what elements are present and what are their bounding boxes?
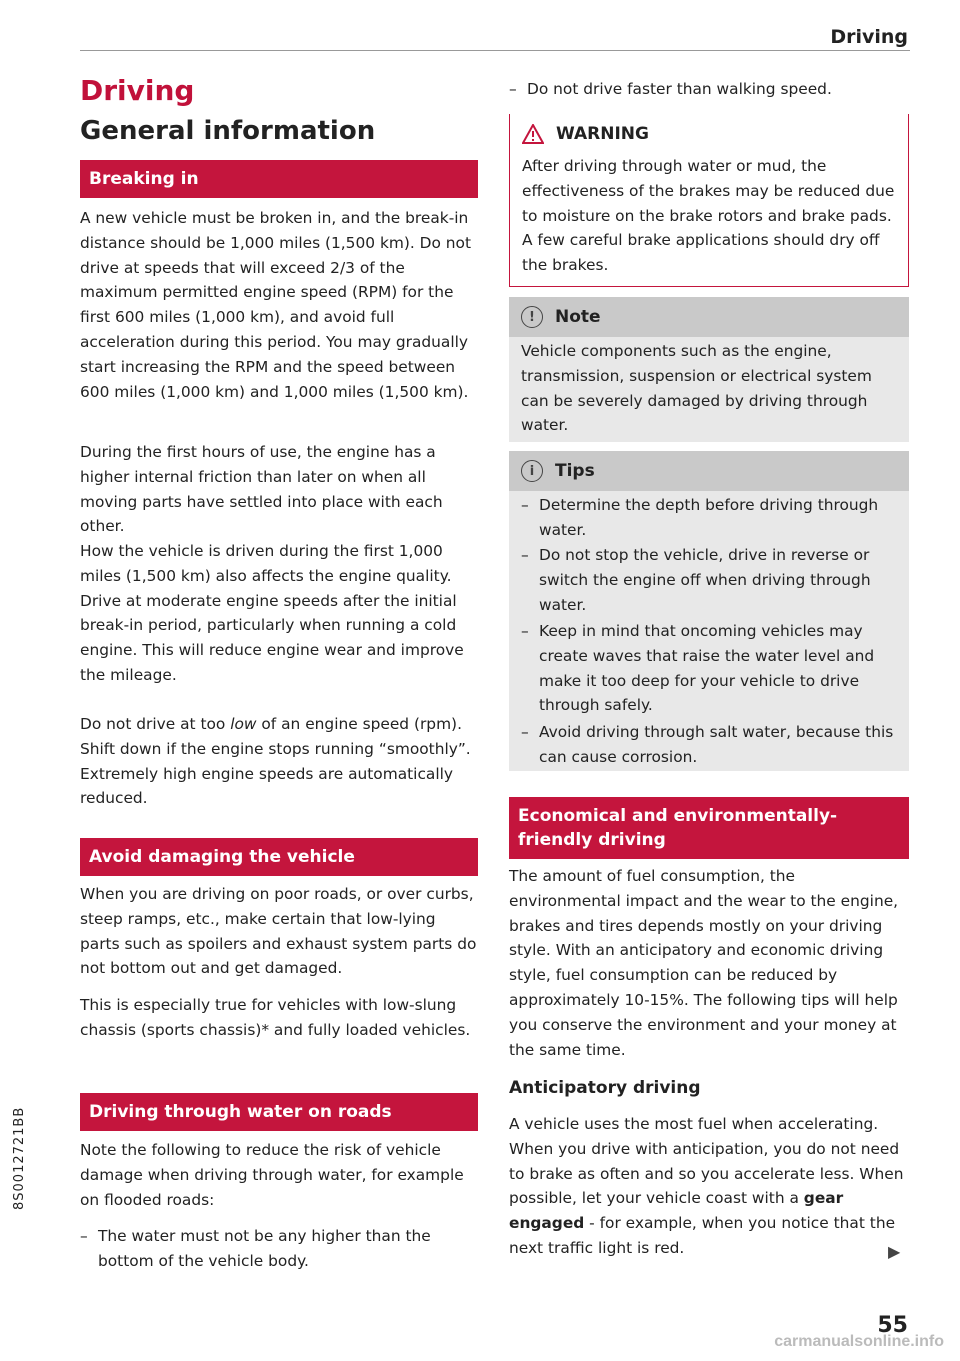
warning-title: WARNING <box>556 124 649 144</box>
warning-text: After driving through water or mud, the effectiveness of the brakes may be reduced due to moisture on the brake rotors and brake pads. A few careful brake applications should dry off the brakes. <box>522 157 895 275</box>
eco-p2-bold: gear engaged <box>509 1189 844 1233</box>
heading-eco: Economical and environmentally-friendly driving <box>509 797 909 859</box>
breaking-in-p4 <box>80 712 478 811</box>
heading-avoid-damage: Avoid damaging the vehicle <box>80 838 478 876</box>
avoid-damage-p2: This is especially true for vehicles with low-slung chassis (sports chassis)* and fully loaded vehicles. <box>80 996 471 1039</box>
info-circle-icon: i <box>521 460 543 482</box>
page-number: 55 <box>877 1313 908 1338</box>
header-rule <box>80 50 910 51</box>
tip-item-4: – Avoid driving through salt water, because this can cause corrosion. <box>521 720 897 770</box>
tips-box <box>509 451 909 771</box>
water-bullet-1: – The water must not be any higher than the bottom of the vehicle body. <box>80 1224 478 1274</box>
heading-anticipatory: Anticipatory driving <box>509 1078 701 1098</box>
watermark: carmanualsonline.info <box>774 1333 944 1350</box>
exclamation-circle-icon: ! <box>521 306 543 328</box>
eco-p2-a: A vehicle uses the most fuel when accelerating. When you drive with anticipation, you do not need to brake as often and so you accelerate less. When possible, let your vehicle coast with a <box>509 1115 904 1208</box>
water-p1: Note the following to reduce the risk of vehicle damage when driving through water, for example on flooded roads: <box>80 1141 464 1209</box>
tips-title: Tips <box>555 461 595 481</box>
warning-box <box>509 114 909 287</box>
p4-emphasis: low <box>230 715 257 733</box>
warning-triangle-icon <box>522 124 544 144</box>
note-text: Vehicle components such as the engine, transmission, suspension or electrical system can be severely damaged by driving through water. <box>521 342 872 435</box>
warning-header <box>522 114 896 154</box>
breaking-in-p2: During the first hours of use, the engine has a higher internal friction than later on when all moving parts have settled into place with each other. <box>80 443 443 536</box>
tip-item-3: – Keep in mind that oncoming vehicles may create waves that raise the water level and make it too deep for your vehicle to drive through safely. <box>521 619 897 718</box>
tip-item-2: – Do not stop the vehicle, drive in reverse or switch the engine off when driving through water. <box>521 543 897 617</box>
breaking-in-p3: How the vehicle is driven during the first 1,000 miles (1,500 km) also affects the engine quality. Drive at moderate engine speeds after the initial break-in period, particularly when running a cold engine. This will reduce engine wear and improve the mileage. <box>80 542 464 684</box>
running-head: Driving <box>830 26 908 48</box>
tip-item-1: – Determine the depth before driving through water. <box>521 493 897 543</box>
tips-header <box>509 451 909 491</box>
continue-arrow-icon: ▶ <box>888 1242 901 1261</box>
eco-p2 <box>509 1112 909 1261</box>
note-box <box>509 297 909 442</box>
breaking-in-p1: A new vehicle must be broken in, and the break-in distance should be 1,000 miles (1,500 km). Do not drive at speeds that will exceed 2/3 of the maximum permitted engine speed (RPM) for the first 600 miles (1,000 km), and avoid full acceleration during this period. You may gradually start increasing the RPM and the speed between 600 miles (1,000 km) and 1,000 miles (1,500 km). <box>80 209 472 401</box>
chapter-title: Driving <box>80 74 195 107</box>
p4-text-a: Do not drive at too <box>80 715 231 733</box>
document-code: 8S0012721BB <box>12 1106 27 1210</box>
heading-breaking-in: Breaking in <box>80 160 478 198</box>
p4-text-b: of an engine speed (rpm). Shift down if the engine stops running “smoothly”. Extremely high engine speeds are automatically reduced. <box>80 715 471 808</box>
avoid-damage-p1: When you are driving on poor roads, or over curbs, steep ramps, etc., make certain that low-lying parts such as spoilers and exhaust system parts do not bottom out and get damaged. <box>80 885 477 978</box>
heading-water: Driving through water on roads <box>80 1093 478 1131</box>
eco-p2-c: - for example, when you notice that the next traffic light is red. <box>509 1214 896 1257</box>
note-title: Note <box>555 307 601 327</box>
note-header <box>509 297 909 337</box>
section-title: General information <box>80 116 376 146</box>
bullet-walking-speed: – Do not drive faster than walking speed. <box>509 77 909 102</box>
eco-p1: The amount of fuel consumption, the environmental impact and the wear to the engine, brakes and tires depends mostly on your driving style. With an anticipatory and economic driving style, fuel consumption can be reduced by approximately 10-15%. The following tips will help you conserve the environment and your money at the same time. <box>509 867 899 1059</box>
